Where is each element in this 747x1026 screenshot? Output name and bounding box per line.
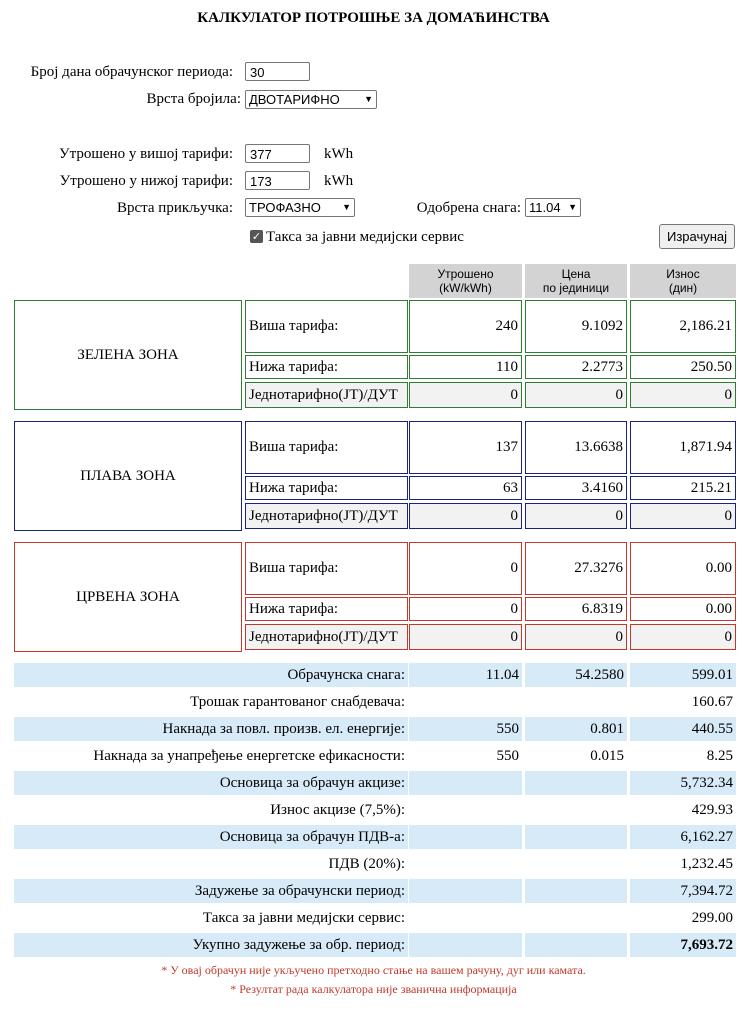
tariff-label: Виша тарифа:	[245, 421, 408, 474]
summary-label: Основица за обрачун акцизе:	[14, 771, 408, 795]
summary-amount: 5,732.34	[630, 771, 736, 795]
summary-label: Такса за јавни медијски сервис:	[202, 909, 405, 926]
summary-amount: 7,693.72	[630, 933, 736, 957]
unit-price-cell: 0	[525, 503, 627, 529]
summary-unit-price	[525, 933, 627, 957]
tariff-label: Једнотарифно(ЈТ)/ДУТ	[245, 624, 408, 650]
summary-unit-price	[525, 771, 627, 795]
days-label: Број дана обрачунског периода:	[30, 64, 233, 80]
chevron-down-icon: ▼	[364, 94, 373, 104]
header-amount-line1: Износ	[666, 267, 700, 281]
connection-type-select[interactable]	[245, 198, 355, 217]
connection-type-value: ТРОФАЗНО	[249, 200, 321, 215]
quantity-cell: 0	[409, 542, 522, 595]
quantity-cell: 0	[409, 382, 522, 408]
header-unit-price-line1: Цена	[561, 267, 591, 281]
footnote-1: * У овај обрачун није укључено претходно стање на вашем рачуну, дуг или камата.	[161, 963, 586, 977]
chevron-down-icon: ▼	[568, 202, 577, 212]
summary-quantity	[409, 852, 522, 876]
unit-price-cell: 13.6638	[525, 421, 627, 474]
unit-price-cell: 6.8319	[525, 597, 627, 621]
summary-quantity	[409, 879, 522, 903]
summary-label: Накнада за унапређење енергетске ефикасности:	[93, 747, 405, 764]
amount-cell: 215.21	[630, 476, 736, 500]
low-tariff-unit: kWh	[324, 173, 354, 189]
amount-cell: 2,186.21	[630, 300, 736, 353]
low-tariff-input[interactable]: 173	[245, 171, 310, 190]
summary-quantity	[409, 906, 522, 930]
summary-unit-price: 0.015	[590, 747, 624, 764]
summary-label: Обрачунска снага:	[14, 663, 408, 687]
summary-unit-price	[525, 690, 627, 714]
meter-type-value: ДВОТАРИФНО	[249, 92, 340, 107]
summary-quantity	[409, 771, 522, 795]
quantity-cell: 0	[409, 503, 522, 529]
summary-unit-price	[525, 852, 627, 876]
summary-label: ПДВ (20%):	[328, 855, 405, 872]
quantity-cell: 0	[409, 624, 522, 650]
header-quantity-line2: (kW/kWh)	[439, 281, 492, 295]
quantity-cell: 240	[409, 300, 522, 353]
zone-name: ПЛАВА ЗОНА	[14, 421, 242, 531]
summary-label: Основица за обрачун ПДВ-а:	[14, 825, 408, 849]
summary-unit-price: 0.801	[525, 717, 627, 741]
summary-amount: 7,394.72	[630, 879, 736, 903]
summary-amount: 299.00	[691, 909, 733, 926]
zone-name: ЦРВЕНА ЗОНА	[14, 542, 242, 652]
summary-quantity	[409, 690, 522, 714]
header-amount	[630, 264, 736, 298]
page-title: КАЛКУЛАТОР ПОТРОШЊЕ ЗА ДОМАЋИНСТВА	[197, 10, 550, 26]
high-tariff-input[interactable]: 377	[245, 144, 310, 163]
unit-price-cell: 2.2773	[525, 355, 627, 379]
header-unit-price-line2: по јединици	[542, 281, 610, 295]
summary-quantity: 550	[409, 717, 522, 741]
chevron-down-icon: ▼	[342, 202, 351, 212]
amount-cell: 0.00	[630, 542, 736, 595]
summary-quantity	[409, 933, 522, 957]
quantity-cell: 137	[409, 421, 522, 474]
zone-name: ЗЕЛЕНА ЗОНА	[14, 300, 242, 410]
summary-amount: 160.67	[691, 693, 733, 710]
tariff-label: Нижа тарифа:	[245, 476, 408, 500]
amount-cell: 0	[630, 624, 736, 650]
unit-price-cell: 0	[525, 624, 627, 650]
days-input[interactable]: 30	[245, 62, 310, 81]
unit-price-cell: 9.1092	[525, 300, 627, 353]
tariff-label: Виша тарифа:	[245, 542, 408, 595]
amount-cell: 1,871.94	[630, 421, 736, 474]
summary-label: Износ акцизе (7,5%):	[270, 801, 405, 818]
connection-type-label: Врста прикључка:	[117, 200, 233, 216]
tariff-label: Једнотарифно(ЈТ)/ДУТ	[245, 503, 408, 529]
unit-price-cell: 27.3276	[525, 542, 627, 595]
summary-quantity	[409, 825, 522, 849]
calculate-button[interactable]: Израчунај	[659, 224, 735, 249]
summary-unit-price: 54.2580	[525, 663, 627, 687]
unit-price-cell: 3.4160	[525, 476, 627, 500]
summary-amount: 6,162.27	[630, 825, 736, 849]
summary-amount: 440.55	[630, 717, 736, 741]
summary-amount: 8.25	[706, 747, 733, 764]
quantity-cell: 0	[409, 597, 522, 621]
unit-price-cell: 0	[525, 382, 627, 408]
meter-type-select[interactable]	[245, 90, 377, 109]
summary-unit-price	[525, 906, 627, 930]
summary-amount: 599.01	[630, 663, 736, 687]
high-tariff-unit: kWh	[324, 146, 354, 162]
header-amount-line2: (дин)	[668, 281, 698, 295]
approved-power-value: 11.04	[529, 200, 561, 215]
tariff-label: Једнотарифно(ЈТ)/ДУТ	[245, 382, 408, 408]
tax-checkbox-label: Такса за јавни медијски сервис	[266, 229, 464, 245]
header-quantity	[409, 264, 522, 298]
header-quantity-line1: Утрошено	[437, 267, 494, 281]
tariff-label: Нижа тарифа:	[245, 597, 408, 621]
amount-cell: 250.50	[630, 355, 736, 379]
footnote-2: * Резултат рада калкулатора није званична информација	[230, 982, 517, 996]
tariff-label: Нижа тарифа:	[245, 355, 408, 379]
summary-unit-price	[525, 825, 627, 849]
amount-cell: 0	[630, 503, 736, 529]
header-unit-price	[525, 264, 627, 298]
approved-power-select[interactable]	[525, 198, 581, 217]
low-tariff-label: Утрошено у нижој тарифи:	[59, 173, 233, 189]
summary-label: Укупно задужење за обр. период:	[14, 933, 408, 957]
summary-unit-price	[525, 798, 627, 822]
summary-quantity: 11.04	[409, 663, 522, 687]
summary-label: Задужење за обрачунски период:	[14, 879, 408, 903]
summary-quantity	[409, 798, 522, 822]
meter-type-label: Врста бројила:	[146, 91, 241, 107]
summary-amount: 1,232.45	[680, 855, 733, 872]
approved-power-label: Одобрена снага:	[416, 200, 521, 216]
summary-quantity: 550	[496, 747, 519, 764]
summary-unit-price	[525, 879, 627, 903]
high-tariff-label: Утрошено у вишој тарифи:	[58, 146, 233, 162]
quantity-cell: 63	[409, 476, 522, 500]
summary-label: Трошак гарантованог снабдевача:	[190, 693, 405, 710]
amount-cell: 0.00	[630, 597, 736, 621]
quantity-cell: 110	[409, 355, 522, 379]
tariff-label: Виша тарифа:	[245, 300, 408, 353]
summary-label: Накнада за повл. произв. ел. енергије:	[14, 717, 408, 741]
tax-checkbox[interactable]: ✓	[251, 230, 262, 243]
amount-cell: 0	[630, 382, 736, 408]
summary-amount: 429.93	[691, 801, 733, 818]
